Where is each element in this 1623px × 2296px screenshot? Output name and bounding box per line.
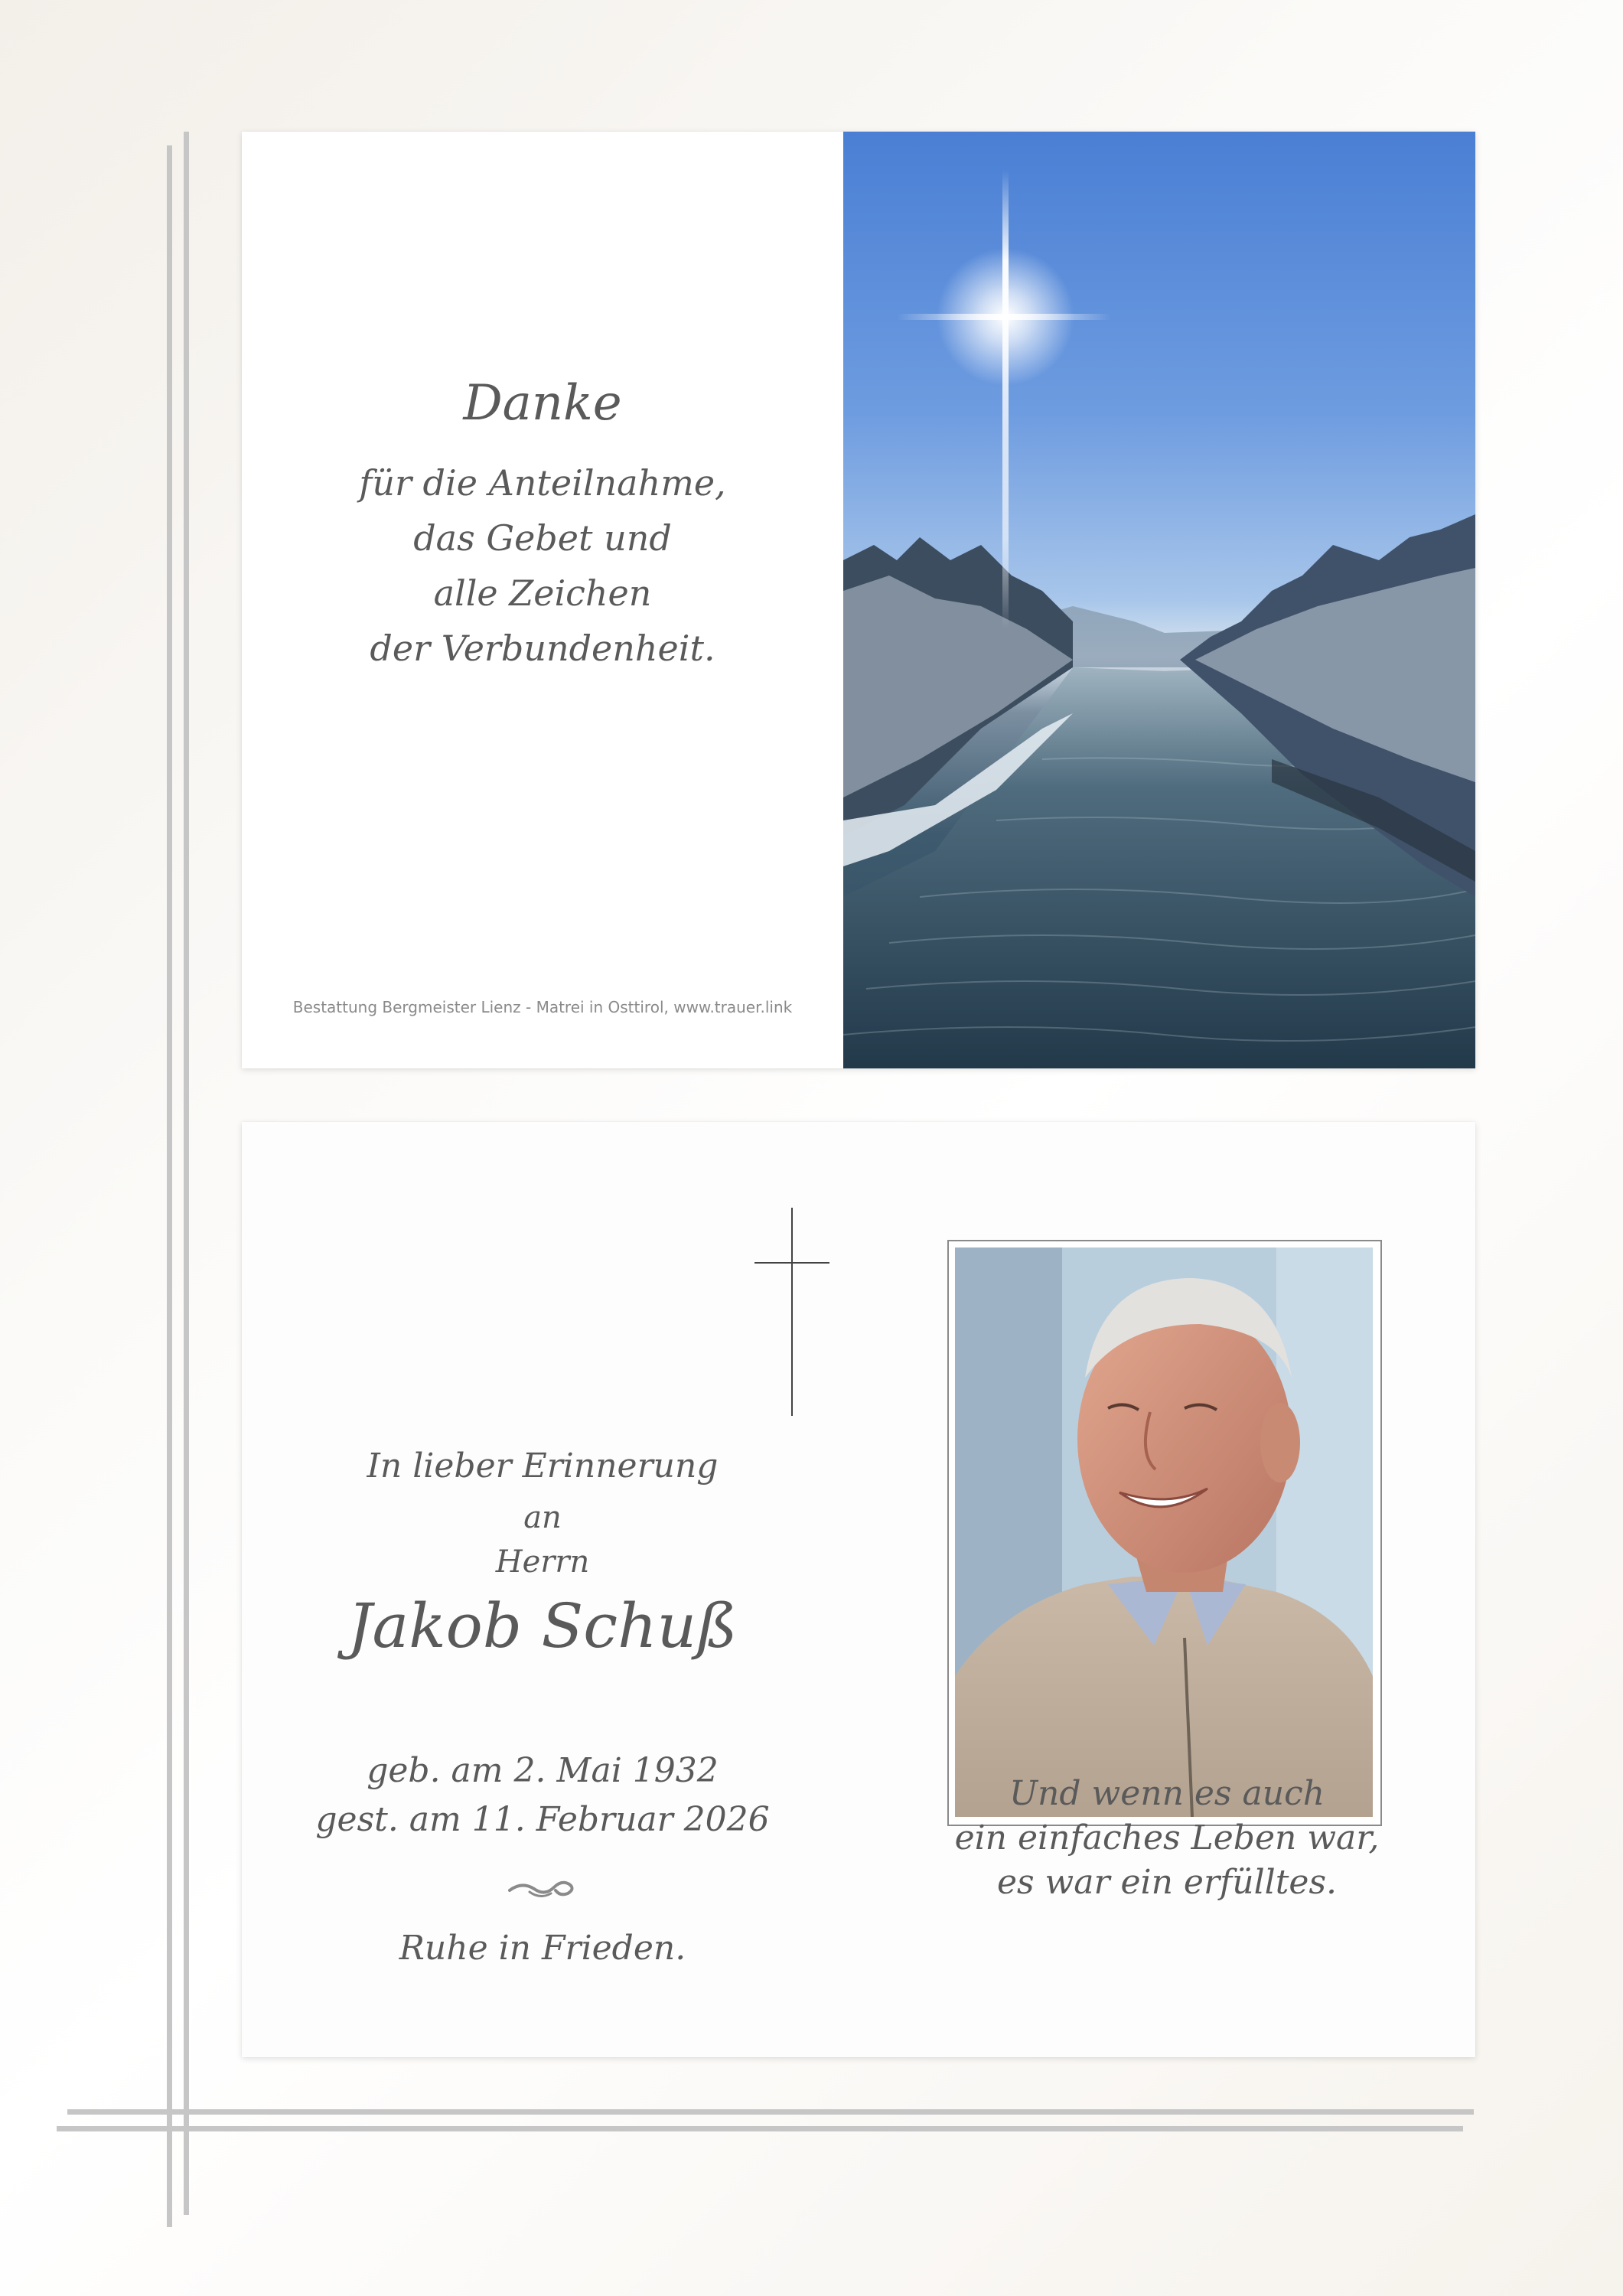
thanks-line: für die Anteilnahme, [359,462,726,504]
memorial-intro: Herrn [495,1544,590,1580]
memorial-intro: an [523,1500,562,1535]
memorial-card [242,1122,1475,2057]
memorial-intro: In lieber Erinnerung [367,1446,719,1486]
thanks-line: das Gebet und [413,517,672,559]
quote-line: ein einfaches Leben war, [954,1818,1380,1857]
river-landscape-photo [843,132,1475,1068]
flourish-ornament-icon [507,1874,578,1904]
closing-text: Ruhe in Frieden. [399,1929,686,1968]
portrait-frame [947,1240,1382,1826]
thanks-line: alle Zeichen [433,572,652,614]
quote-line: es war ein erfülltes. [996,1863,1338,1902]
thanks-line: der Verbundenheit. [370,628,715,669]
glowing-cross-icon [958,269,1053,364]
thanks-title: Danke [463,375,622,432]
quote-line: Und wenn es auch [1009,1774,1325,1813]
birth-date: geb. am 2. Mai 1932 [367,1751,719,1790]
death-date: gest. am 11. Februar 2026 [315,1800,770,1839]
deceased-name: Jakob Schuß [347,1590,738,1662]
frame-line-vertical-2 [184,132,189,2215]
frame-line-horizontal-1 [67,2109,1474,2115]
undertaker-credit: Bestattung Bergmeister Lienz - Matrei in Osttirol, www.trauer.link [292,998,793,1016]
portrait-photo [955,1247,1373,1817]
frame-line-vertical-1 [167,145,172,2227]
thanks-card [242,132,1475,1068]
frame-line-horizontal-2 [57,2126,1463,2131]
